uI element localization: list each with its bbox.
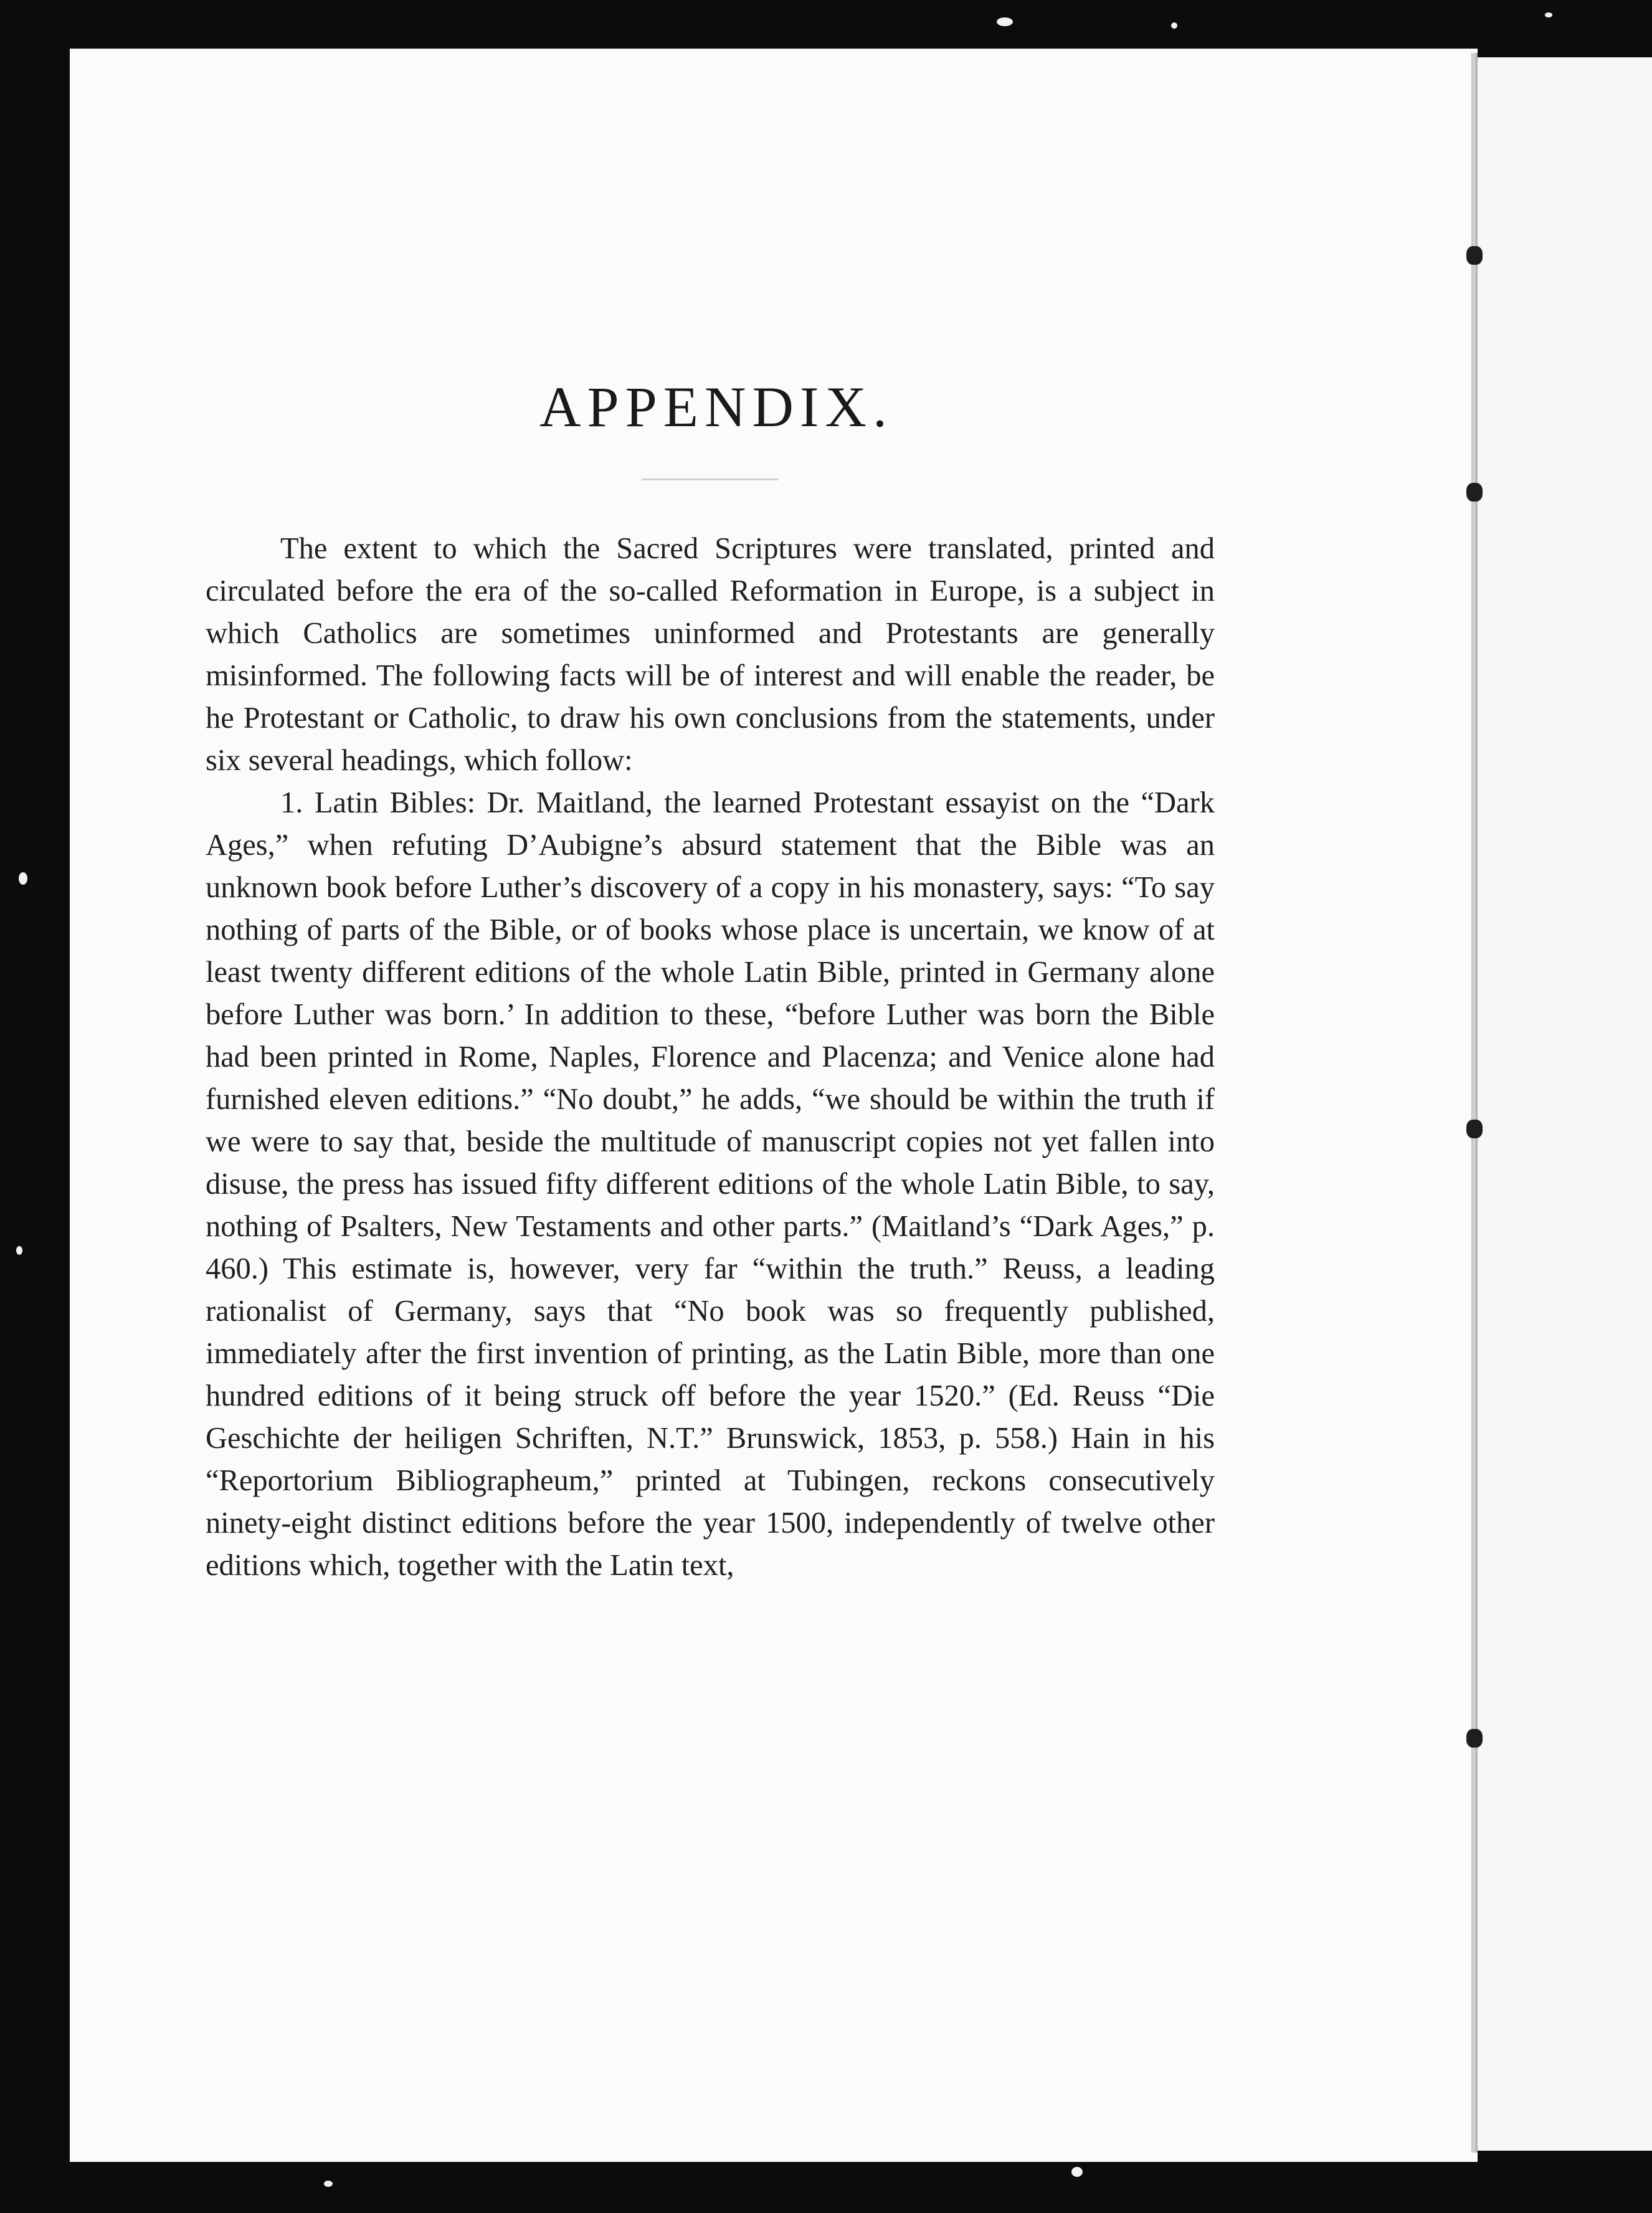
paragraph-latin-bibles: 1. Latin Bibles: Dr. Maitland, the learned Protestant essayist on the “Dark Ages,” when refuting D’Aubigne’s absurd statement that the Bible was an unknown book before Luther’s discovery of a copy in his monastery, says: “To say nothing of parts of the Bible, or of books whose place is uncertain, we know of at least twenty different editions of the whole Latin Bible, printed in Germany alone before Luther was born.’ In addition to these, “before Luther was born the Bible had been printed in Rome, Naples, Florence and Placenza; and Venice alone had furnished eleven editions.” “No doubt,” he adds, “we should be within the truth if we were to say that, beside the multitude of manuscript copies not yet fallen into disuse, the press has issued fifty different editions of the whole Latin Bible, to say, nothing of Psalters, New Testaments and other parts.” (Maitland’s “Dark Ages,” p. 460.) This estimate is, however, very far “within the truth.” Reuss, a leading rationalist of Germany, says that “No book was so frequently published, immediately after the first invention of printing, as the Latin Bible, more than one hundred editions of it being struck off before the year 1520.” (Ed. Reuss “Die Geschichte der heiligen Schriften, N.T.” Brunswick, 1853, p. 558.) Hain in his “Reportorium Bibliographeum,” printed at Tubingen, reckons consecutively ninety-eight distinct editions before the year 1500, independently of twelve other editions which, together with the Latin text,	[206, 786, 1215, 1582]
title-divider	[642, 478, 779, 480]
page-title: APPENDIX.	[539, 375, 893, 439]
body-text	[206, 528, 1215, 1587]
facing-page-edge	[1478, 57, 1652, 2151]
scan-speck	[19, 872, 27, 885]
scan-speck	[1171, 22, 1177, 29]
binding-stitch	[1466, 1120, 1483, 1138]
paragraph-intro: The extent to which the Sacred Scriptures were translated, printed and circulated before the era of the so-called Reformation in Europe, is a subject in which Catholics are sometimes uninformed and Protestants are generally misinformed. The following facts will be of interest and will enable the reader, be he Protestant or Catholic, to draw his own conclusions from the statements, under six several headings, which follow:	[206, 532, 1215, 777]
page-binding	[1471, 53, 1478, 2153]
scan-speck	[324, 2181, 333, 2187]
scan-speck	[997, 17, 1013, 26]
page-content	[206, 374, 1215, 1587]
binding-stitch	[1466, 483, 1483, 502]
scan-speck	[16, 1246, 22, 1255]
binding-stitch	[1466, 246, 1483, 265]
scan-speck	[1071, 2167, 1083, 2177]
binding-stitch	[1466, 1729, 1483, 1748]
scan-speck	[1545, 12, 1552, 17]
